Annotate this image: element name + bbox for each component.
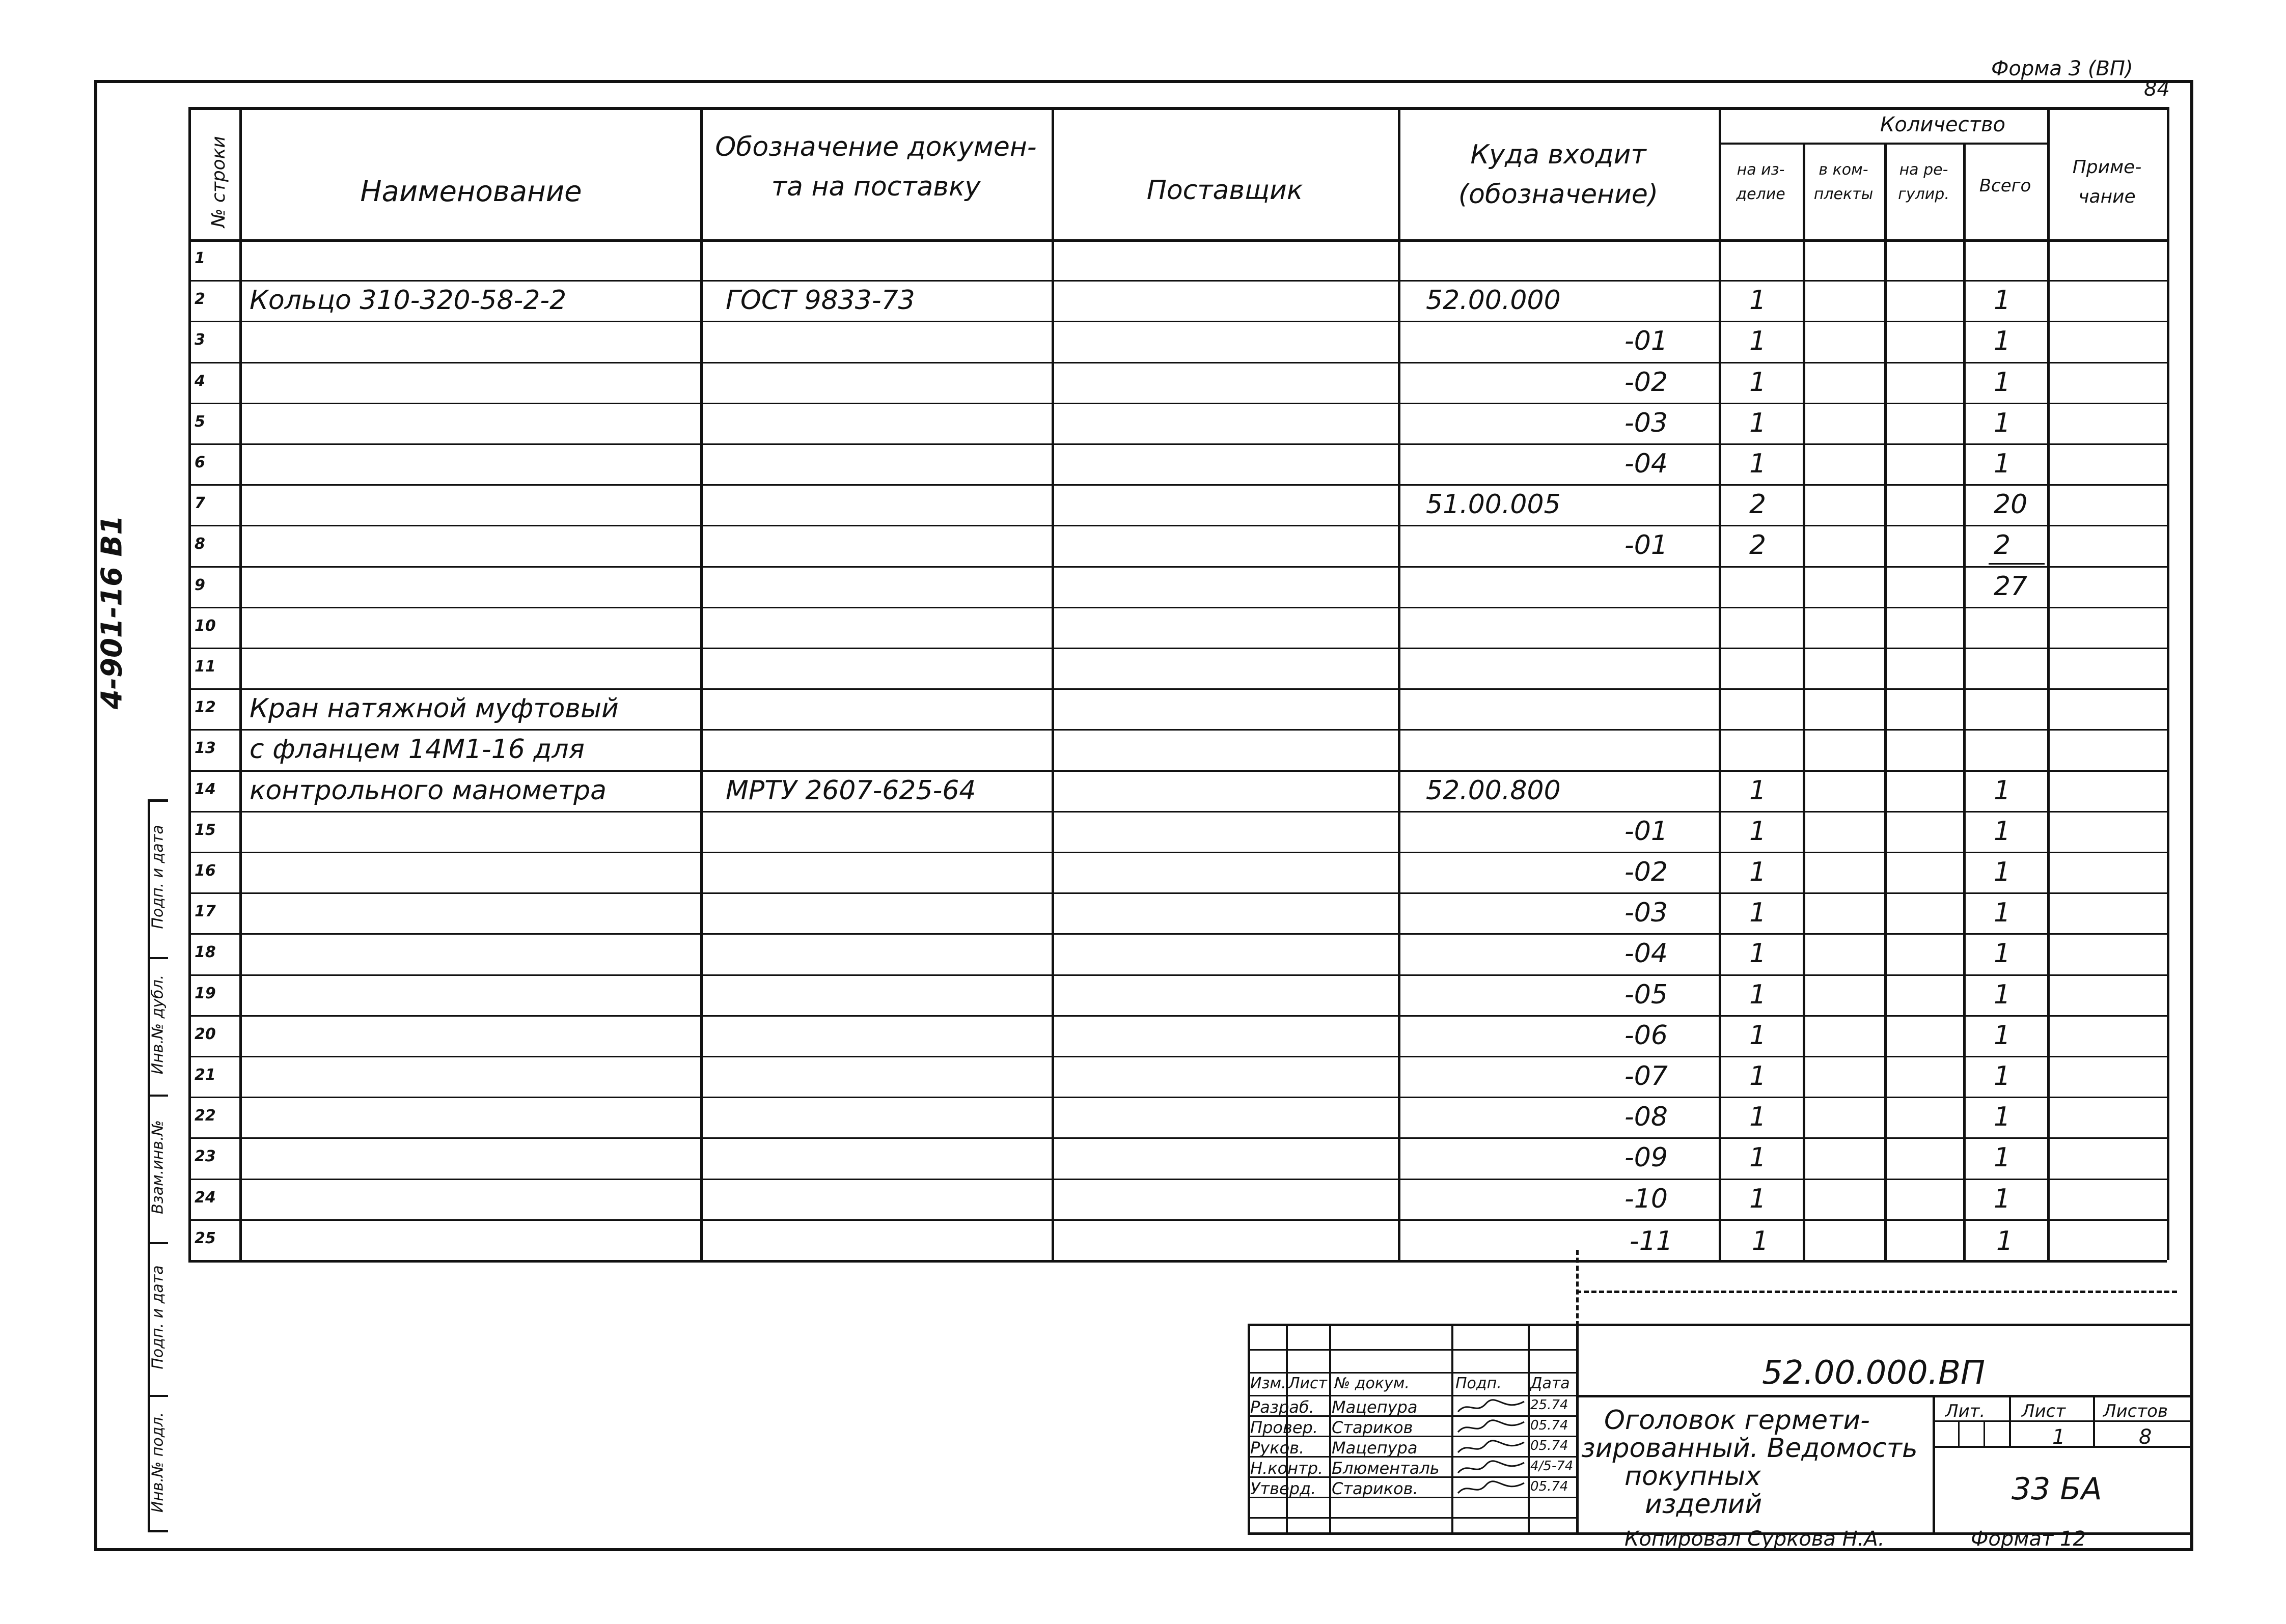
sum-underline (1989, 563, 2045, 565)
cell-where: -01 (1624, 816, 1668, 847)
cell-where: -02 (1624, 367, 1668, 398)
cell-qty-item: 1 (1749, 938, 1767, 969)
sheets-value: 8 (2139, 1425, 2152, 1449)
cell-qty-item: 1 (1749, 775, 1767, 806)
row-number: 25 (195, 1229, 216, 1247)
signature (1455, 1479, 1527, 1498)
title-col-line (2093, 1395, 2095, 1446)
row-number: 19 (195, 984, 216, 1002)
cell-doc: МРТУ 2607-625-64 (726, 775, 976, 806)
title-col-line (1329, 1324, 1331, 1532)
cell-qty-item: 1 (1749, 367, 1767, 398)
row-number: 9 (195, 576, 205, 594)
cell-where: -07 (1624, 1061, 1668, 1091)
title-row-line (1248, 1372, 1576, 1374)
cell-where: -03 (1624, 898, 1668, 929)
person-name: Мацепура (1332, 1438, 1418, 1458)
table-bottom-border (188, 1260, 2167, 1263)
cell-qty-total: 1 (1994, 857, 2011, 887)
cell-name: с фланцем 14М1-16 для (250, 734, 585, 765)
cell-qty-total: 1 (1994, 979, 2011, 1010)
cell-qty-total: 1 (1994, 1061, 2011, 1091)
cell-qty-total: 1 (1994, 938, 2011, 969)
row-number: 22 (195, 1107, 216, 1125)
header-qty-reg: на ре- гулир. (1898, 161, 1949, 203)
cell-qty-total: 1 (1994, 449, 2011, 479)
row-number: 17 (195, 903, 216, 921)
sheets-label: Листов (2103, 1401, 2168, 1421)
cell-qty-item: 1 (1749, 285, 1767, 316)
extra-row-total: 1 (1996, 1226, 2014, 1256)
cell-qty-total: 27 (1994, 571, 2028, 602)
row-divider (188, 484, 2167, 486)
row-divider (188, 811, 2167, 813)
person-name: Стариков (1332, 1418, 1413, 1437)
cell-qty-item: 1 (1749, 816, 1767, 847)
title-row-line (1248, 1349, 1576, 1351)
doc-title-line-4: изделий (1645, 1489, 1762, 1520)
cell-qty-item: 1 (1749, 1102, 1767, 1133)
doc-title-line-1: Оголовок гермети- (1604, 1405, 1870, 1436)
cell-where: -01 (1624, 326, 1668, 357)
header-qty-group: Количество (1880, 113, 2005, 136)
side-stamp-divider (148, 957, 168, 959)
cell-qty-item: 1 (1749, 1020, 1767, 1051)
row-number: 13 (195, 739, 216, 758)
header-row-no: № строки (208, 136, 229, 228)
signature (1455, 1397, 1527, 1417)
row-divider (188, 1097, 2167, 1098)
row-divider (188, 1056, 2167, 1057)
title-col-line (1958, 1420, 1960, 1446)
row-number: 3 (195, 331, 205, 349)
person-date: 05.74 (1530, 1438, 1568, 1453)
person-role: Разраб. (1250, 1397, 1314, 1417)
person-role: Провер. (1250, 1418, 1318, 1437)
cell-where: -08 (1624, 1102, 1668, 1133)
signature (1455, 1418, 1527, 1437)
row-number: 6 (195, 454, 205, 471)
row-number: 5 (195, 412, 205, 431)
title-row-line (1248, 1517, 1576, 1519)
row-divider (188, 1179, 2167, 1180)
row-divider (188, 974, 2167, 976)
cell-name: контрольного манометра (250, 775, 607, 806)
row-number: 12 (195, 698, 216, 717)
cell-where: -06 (1624, 1020, 1668, 1051)
title-col-header: Подп. (1455, 1375, 1502, 1392)
side-code: 4-901-16 В1 (95, 515, 129, 710)
row-number: 14 (195, 780, 216, 798)
cell-qty-item: 1 (1749, 979, 1767, 1010)
qty-group-divider (1719, 143, 2047, 145)
cell-where: -04 (1624, 449, 1668, 479)
row-divider (188, 362, 2167, 363)
row-divider (188, 933, 2167, 935)
title-row-line (1248, 1395, 1576, 1396)
title-col-header: Дата (1530, 1375, 1570, 1392)
row-number: 21 (195, 1066, 216, 1084)
cell-where: -02 (1624, 857, 1668, 887)
person-date: 25.74 (1530, 1397, 1568, 1413)
cell-qty-total: 1 (1994, 1020, 2011, 1051)
cell-qty-item: 1 (1749, 1061, 1767, 1091)
side-stamp-label: Инв.№ подл. (149, 1412, 167, 1513)
form-label: Форма 3 (ВП) (1991, 57, 2133, 80)
person-date: 4/5-74 (1530, 1459, 1574, 1474)
cell-qty-item: 1 (1749, 1183, 1767, 1214)
cell-qty-total: 1 (1994, 816, 2011, 847)
org-code: 33 БА (2012, 1471, 2102, 1507)
row-number: 24 (195, 1188, 216, 1207)
side-stamp-label: Подп. и дата (149, 825, 167, 929)
column-divider (1884, 143, 1887, 1260)
lit-label: Лит. (1945, 1401, 1986, 1421)
header-qty-total: Всего (1979, 176, 2031, 196)
header-supplier: Поставщик (1146, 175, 1303, 206)
cell-qty-total: 1 (1994, 898, 2011, 929)
dashed-line (1576, 1291, 2177, 1293)
cell-where: -04 (1624, 938, 1668, 969)
row-divider (188, 566, 2167, 568)
header-note: Приме- чание (2072, 157, 2142, 207)
doc-number: 52.00.000.ВП (1762, 1354, 1986, 1392)
side-stamp-divider (148, 1395, 168, 1397)
header-qty-kits: в ком- плекты (1813, 161, 1874, 203)
title-col-line (1528, 1324, 1530, 1532)
title-col-header: Лист (1288, 1375, 1328, 1392)
row-divider (188, 648, 2167, 649)
row-divider (188, 852, 2167, 853)
column-divider (2167, 107, 2169, 1260)
title-col-header: Изм. (1250, 1375, 1286, 1392)
cell-where: -10 (1624, 1183, 1668, 1214)
cell-where: 52.00.800 (1426, 775, 1561, 806)
title-col-header: № докум. (1334, 1375, 1410, 1392)
cell-name: Кольцо 310-320-58-2-2 (250, 285, 567, 316)
sheet-corner-number: 84 (2144, 77, 2170, 101)
title-col-line (1984, 1420, 1985, 1446)
row-divider (188, 525, 2167, 526)
cell-qty-total: 1 (1994, 1102, 2011, 1133)
cell-where: 52.00.000 (1426, 285, 1561, 316)
row-divider (188, 607, 2167, 608)
side-stamp-label: Взам.инв.№ (149, 1120, 167, 1214)
cell-qty-item: 1 (1749, 898, 1767, 929)
row-number: 16 (195, 862, 216, 880)
row-number: 1 (195, 249, 205, 267)
header-bottom-border (188, 239, 2167, 242)
column-divider (1803, 143, 1805, 1260)
header-where: Куда входит (обозначение) (1458, 139, 1659, 210)
row-number: 23 (195, 1147, 216, 1166)
person-date: 05.74 (1530, 1418, 1568, 1433)
side-stamp-divider (148, 1095, 168, 1097)
column-divider (1963, 143, 1966, 1260)
cell-qty-total: 2 (1994, 530, 2011, 561)
doc-title-line-2: зированный. Ведомость (1581, 1433, 1918, 1464)
person-name: Мацепура (1332, 1397, 1418, 1417)
side-stamp-divider (148, 1242, 168, 1244)
title-col-line (1451, 1324, 1453, 1532)
header-qty-item: на из- делие (1736, 161, 1785, 203)
row-number: 20 (195, 1025, 216, 1043)
title-border (1576, 1324, 1579, 1532)
extra-row-item: 1 (1752, 1226, 1769, 1256)
sheet-value: 1 (2052, 1425, 2065, 1449)
row-divider (188, 1137, 2167, 1139)
cell-qty-item: 1 (1749, 1142, 1767, 1173)
title-col-line (1933, 1395, 1935, 1532)
side-stamp-label: Инв.№ дубл. (149, 974, 167, 1075)
doc-title-line-3: покупных (1624, 1461, 1761, 1492)
cell-qty-item: 2 (1749, 489, 1767, 520)
cell-where: -05 (1624, 979, 1668, 1010)
cell-qty-total: 1 (1994, 326, 2011, 357)
person-role: Утверд. (1250, 1479, 1316, 1498)
cell-qty-total: 1 (1994, 407, 2011, 438)
cell-qty-item: 1 (1749, 407, 1767, 438)
cell-where: -01 (1624, 530, 1668, 561)
cell-doc: ГОСТ 9833-73 (726, 285, 915, 316)
person-name: Стариков. (1332, 1479, 1418, 1498)
cell-qty-item: 2 (1749, 530, 1767, 561)
title-row-line (1576, 1395, 2190, 1397)
cell-qty-item: 1 (1749, 857, 1767, 887)
side-stamp-label: Подп. и дата (149, 1265, 167, 1369)
side-stamp-divider (148, 799, 168, 801)
cell-where: 51.00.005 (1426, 489, 1561, 520)
row-divider (188, 403, 2167, 404)
title-col-line (2009, 1395, 2011, 1446)
cell-qty-total: 1 (1994, 1142, 2011, 1173)
row-number: 15 (195, 821, 216, 839)
signature (1455, 1459, 1527, 1478)
row-divider (188, 1219, 2167, 1221)
person-role: Руков. (1250, 1438, 1305, 1458)
person-name: Блюменталь (1332, 1459, 1440, 1478)
row-number: 10 (195, 617, 216, 635)
cell-qty-total: 1 (1994, 1183, 2011, 1214)
row-number: 2 (195, 290, 205, 309)
row-divider (188, 1015, 2167, 1017)
sheet-label: Лист (2022, 1401, 2066, 1421)
cell-qty-total: 1 (1994, 285, 2011, 316)
row-number: 11 (195, 658, 216, 676)
cell-where: -03 (1624, 407, 1668, 438)
row-number: 18 (195, 943, 216, 962)
cell-qty-total: 1 (1994, 775, 2011, 806)
person-date: 05.74 (1530, 1479, 1568, 1494)
header-doc: Обозначение докумен- та на поставку (715, 132, 1037, 202)
signature (1455, 1438, 1527, 1458)
cell-qty-item: 1 (1749, 326, 1767, 357)
row-number: 8 (195, 535, 205, 553)
row-number: 4 (195, 372, 205, 390)
cell-qty-item: 1 (1749, 449, 1767, 479)
row-number: 7 (195, 494, 205, 513)
format-label: Формат 12 (1971, 1527, 2086, 1551)
row-divider (188, 443, 2167, 445)
title-border (1248, 1324, 2190, 1326)
dashed-line (1576, 1250, 1579, 1326)
copied-by: Копировал Суркова Н.А. (1624, 1527, 1885, 1551)
row-divider (188, 321, 2167, 322)
row-divider (188, 892, 2167, 894)
table-top-border (188, 107, 2167, 110)
extra-row-where: -11 (1630, 1226, 1673, 1256)
cell-name: Кран натяжной муфтовый (250, 693, 619, 724)
cell-where: -09 (1624, 1142, 1668, 1173)
person-role: Н.контр. (1250, 1459, 1324, 1478)
cell-qty-total: 1 (1994, 367, 2011, 398)
cell-qty-total: 20 (1994, 489, 2028, 520)
header-name: Наименование (360, 175, 582, 208)
